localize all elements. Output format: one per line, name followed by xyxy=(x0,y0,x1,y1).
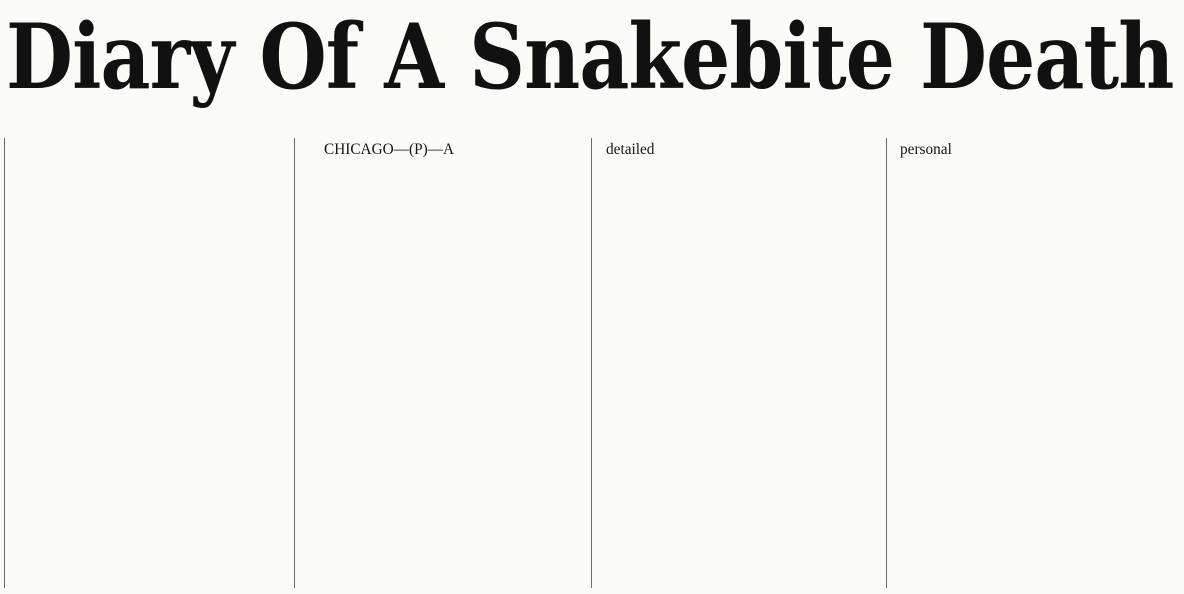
column-rule xyxy=(591,138,592,588)
article-column-1 xyxy=(16,140,278,590)
article-paragraph: detailed xyxy=(606,141,655,158)
article-paragraph: personal xyxy=(900,141,952,158)
column-rule xyxy=(294,138,295,588)
column-rule xyxy=(886,138,887,588)
article-column-4 xyxy=(900,140,1170,590)
headline: Diary Of A Snakebite Death xyxy=(6,4,1174,110)
article-column-2 xyxy=(310,140,578,590)
article-column-3 xyxy=(606,140,874,590)
column-rule xyxy=(4,138,5,588)
article-paragraph: CHICAGO—(P)—A xyxy=(324,141,455,158)
